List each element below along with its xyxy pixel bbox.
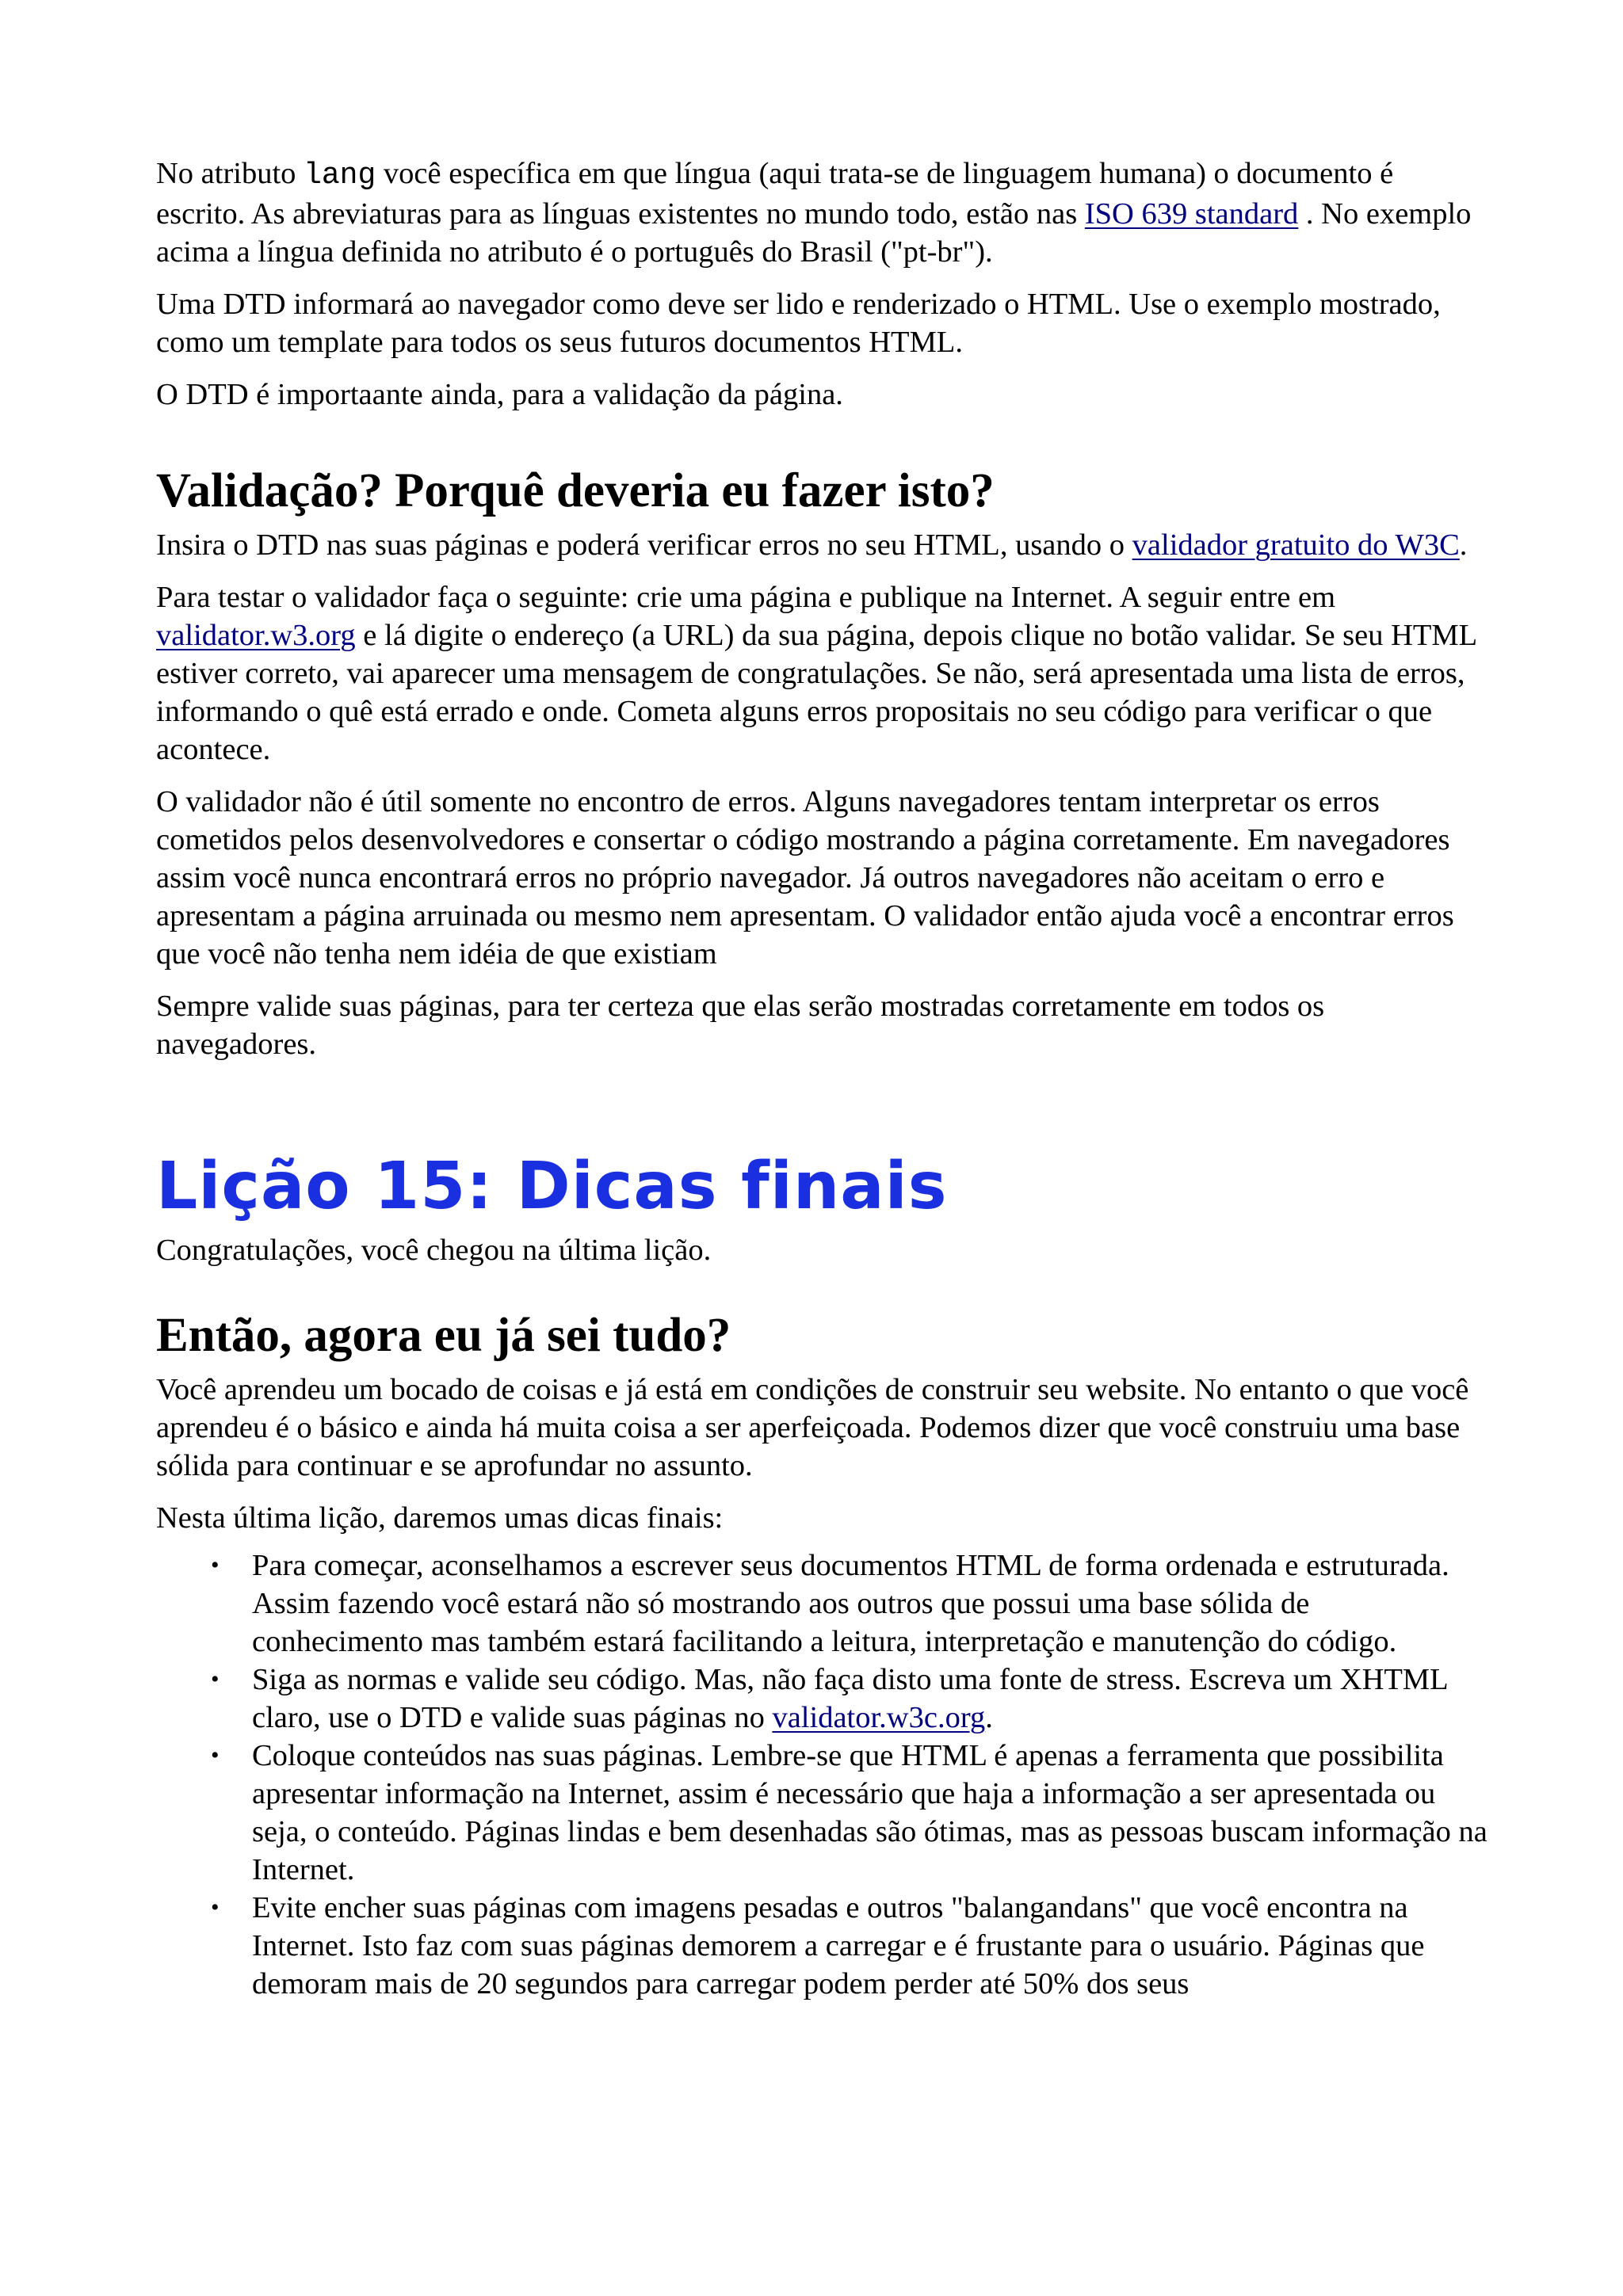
validator-test-paragraph: Para testar o validador faça o seguinte: crie uma página e publique na Internet. A seguir entre em validator.w3.org e lá digite o endereço (a URL) da sua página, depois clique no botão validar. Se seu HTML estiver correto, vai aparecer uma mensagem de congratulações. Se não, será apresentada uma lista de erros, informando o quê está errado e onde. Cometa alguns erros propositais no seu código para verificar o que acontece. <box>156 581 1476 766</box>
list-item: • Para começar, aconselhamos a escrever seus documentos HTML de forma ordenada e estruturada. Assim fazendo você estará não só mostrando aos outros que possui uma base sólida de conhecimento mas também estará facilitando a leitura, interpretação e manutenção do código. <box>252 1547 1487 1661</box>
validator-w3c-org-link[interactable]: validator.w3c.org <box>772 1701 986 1734</box>
lang-attribute-paragraph: No atributo lang você específica em que língua (aqui trata-se de linguagem humana) o documento é escrito. As abreviaturas para as línguas existentes no mundo todo, estão nas ISO 639 standard . No exemplo acima a língua definida no atributo é o português do Brasil ("pt-br"). <box>156 157 1472 269</box>
bullet-icon: • <box>211 1666 220 1692</box>
always-validate-paragraph: Sempre valide suas páginas, para ter certeza que elas serão mostradas corretamente em todos os navegadores. <box>156 990 1325 1061</box>
document-page <box>156 154 1487 2003</box>
final-tips-intro: Nesta última lição, daremos umas dicas finais: <box>156 1501 724 1535</box>
list-item: • Siga as normas e valide seu código. Mas, não faça disto uma fonte de stress. Escreva um XHTML claro, use o DTD e valide suas páginas no validator.w3c.org. <box>252 1661 1487 1737</box>
now-heading: Então, agora eu já sei tudo? <box>156 1309 731 1362</box>
list-item: • Evite encher suas páginas com imagens pesadas e outros "balangandans" que você encontra na Internet. Isto faz com suas páginas demorem a carregar e é frustante para o usuário. Páginas que demoram mais de 20 segundos para carregar podem perder até 50% dos seus <box>252 1889 1487 2003</box>
tips-list <box>156 1547 1487 2003</box>
validator-usefulness-paragraph: O validador não é útil somente no encontro de erros. Alguns navegadores tentam interpretar os erros cometidos pelos desenvolvedores e consertar o código mostrando a página corretamente. Em navegadores assim você nunca encontrará erros no próprio navegador. Já outros navegadores não aceitam o erro e apresentam a página arruinada ou mesmo nem apresentam. O validador então ajuda você a encontrar erros que você não tenha nem idéia de que existiam <box>156 785 1454 971</box>
dtd-validation-paragraph: O DTD é importaante ainda, para a validação da página. <box>156 378 843 411</box>
iso-639-link[interactable]: ISO 639 standard <box>1084 197 1299 231</box>
bullet-icon: • <box>211 1894 220 1920</box>
validation-heading: Validação? Porquê deveria eu fazer isto? <box>156 464 995 517</box>
lesson-intro-paragraph: Congratulações, você chegou na última lição. <box>156 1234 712 1267</box>
learned-paragraph: Você aprendeu um bocado de coisas e já está em condições de construir seu website. No entanto o que você aprendeu é o básico e ainda há muita coisa a ser aperfeiçoada. Podemos dizer que você construiu uma base sólida para continuar e se aprofundar no assunto. <box>156 1373 1469 1482</box>
bullet-icon: • <box>211 1552 220 1578</box>
validation-intro-paragraph: Insira o DTD nas suas páginas e poderá verificar erros no seu HTML, usando o validador gratuito do W3C. <box>156 528 1468 562</box>
list-item: • Coloque conteúdos nas suas páginas. Lembre-se que HTML é apenas a ferramenta que possibilita apresentar informação na Internet, assim é necessário que haja a informação a ser apresentada ou seja, o conteúdo. Páginas lindas e bem desenhadas são ótimas, mas as pessoas buscam informação na Internet. <box>252 1737 1487 1889</box>
dtd-paragraph: Uma DTD informará ao navegador como deve ser lido e renderizado o HTML. Use o exemplo mostrado, como um template para todos os seus futuros documentos HTML. <box>156 288 1441 359</box>
w3c-validator-link[interactable]: validador gratuito do W3C <box>1132 528 1460 562</box>
validator-w3-org-link[interactable]: validator.w3.org <box>156 619 356 652</box>
lesson-title: Lição 15: Dicas finais <box>156 1149 948 1224</box>
lang-code: lang <box>304 158 376 193</box>
bullet-icon: • <box>211 1742 220 1768</box>
